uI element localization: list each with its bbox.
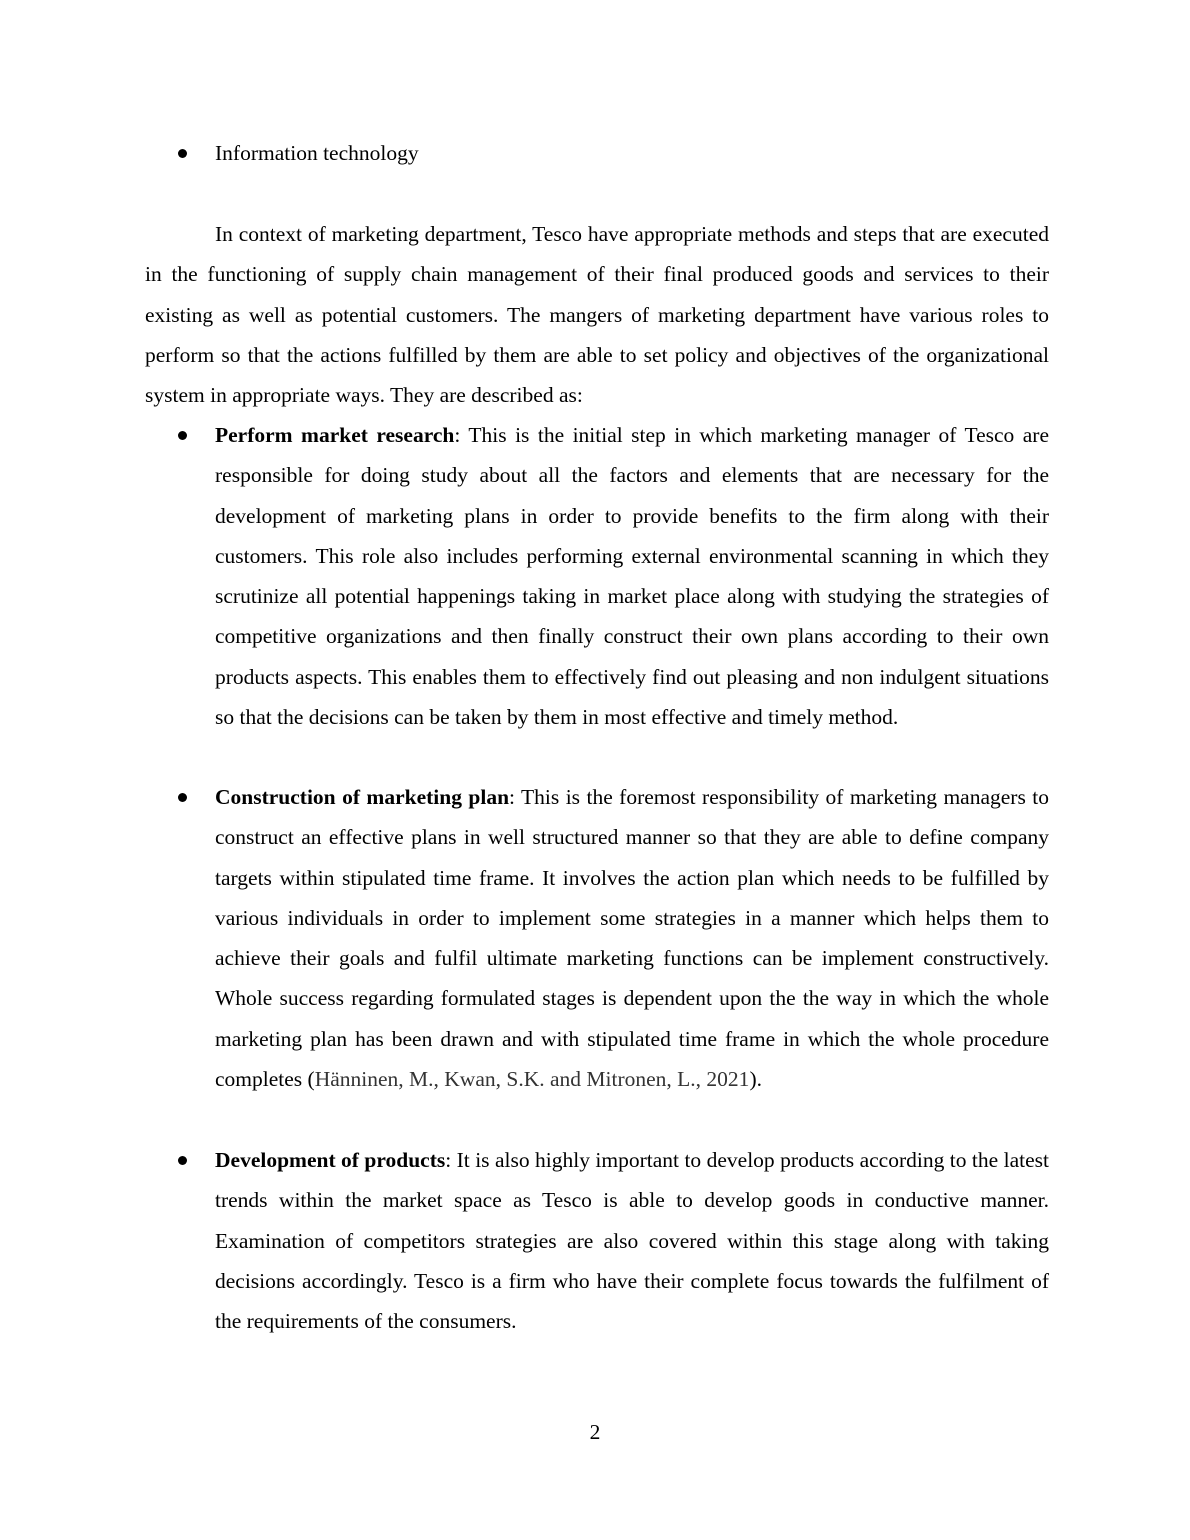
list-item-text: Information technology (215, 141, 419, 165)
list-item-text (215, 415, 1049, 737)
citation: Hänninen, M., Kwan, S.K. and Mitronen, L., 2021 (314, 1067, 750, 1092)
list-item-term: Construction of marketing plan (215, 785, 510, 809)
citation-close: ). (749, 1067, 762, 1092)
intro-paragraph: In context of marketing department, Tesco have appropriate methods and steps that are executed in the functioning of supply chain management of their final produced goods and services to their existing as well as potential customers. The mangers of marketing department have various roles to perform so that the actions fulfilled by them are able to set policy and objectives of the organizational system in appropriate ways. They are described as: (145, 222, 1049, 408)
page-number: 2 (589, 1420, 601, 1444)
bullet-icon (178, 1156, 187, 1165)
list-item-term: Development of products (215, 1148, 446, 1172)
list-item-description: : It is also highly important to develop products according to the latest trends within the market space as Tesco is able to develop goods in conductive manner. Examination of competitors strategies are also covered within this stage along with taking decisions accordingly. Tesco is a firm who have their complete focus towards the fulfilment of the requirements of the consumers. (215, 1148, 1049, 1334)
list-item-marketing-plan (145, 777, 1049, 1099)
list-item-text (215, 777, 1049, 1099)
list-item-term: Perform market research (215, 423, 455, 447)
bullet-icon (178, 431, 187, 440)
list-item-product-development (145, 1140, 1049, 1341)
list-item-description: : This is the foremost responsibility of marketing managers to construct an effective plans in well structured manner so that they are able to define company targets within stipulated time frame. It involves the action plan which needs to be fulfilled by various individuals in order to implement some strategies in a manner which helps them to achieve their goals and fulfil ultimate marketing functions can be implement constructively. Whole success regarding formulated stages is dependent upon the the way in which the whole marketing plan has been drawn and with stipulated time frame in which the whole procedure completes ( (215, 785, 1049, 1092)
list-item-text (215, 1140, 1049, 1341)
list-item-information-technology (145, 133, 1049, 173)
bullet-icon (178, 793, 187, 802)
list-item-description: : This is the initial step in which marketing manager of Tesco are responsible for doing study about all the factors and elements that are necessary for the development of marketing plans in order to provide benefits to the firm along with their customers. This role also includes performing external environmental scanning in which they scrutinize all potential happenings taking in market place along with studying the strategies of competitive organizations and then finally construct their own plans according to their own products aspects. This enables them to effectively find out pleasing and non indulgent situations so that the decisions can be taken by them in most effective and timely method. (215, 423, 1049, 730)
list-item-market-research (145, 415, 1049, 737)
bullet-icon (178, 149, 187, 158)
